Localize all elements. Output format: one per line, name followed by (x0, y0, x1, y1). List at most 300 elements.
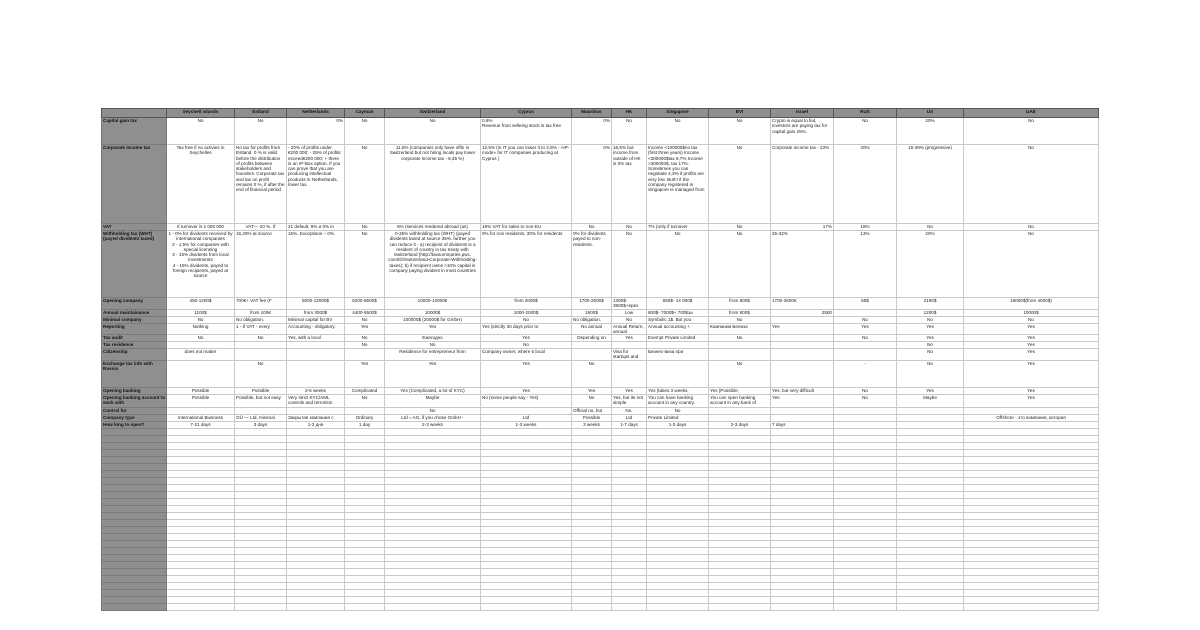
empty-cell[interactable] (385, 484, 481, 491)
empty-cell[interactable] (167, 547, 235, 554)
table-cell[interactable]: 1 - If VAT - every (235, 323, 287, 335)
empty-cell[interactable] (612, 596, 647, 603)
empty-cell[interactable] (612, 505, 647, 512)
table-cell[interactable]: 1000-2000$ (481, 309, 572, 316)
empty-row-label[interactable] (102, 589, 167, 596)
table-cell[interactable]: Possible (167, 394, 235, 407)
table-cell[interactable]: No (345, 335, 385, 342)
table-cell[interactable]: No (964, 316, 1099, 323)
empty-cell[interactable] (345, 470, 385, 477)
empty-cell[interactable] (167, 533, 235, 540)
empty-cell[interactable] (385, 540, 481, 547)
table-cell[interactable]: 25-32% (771, 231, 834, 298)
empty-cell[interactable] (897, 505, 964, 512)
table-cell[interactable]: 7 days (771, 421, 834, 428)
empty-cell[interactable] (345, 589, 385, 596)
empty-cell[interactable] (385, 526, 481, 533)
table-cell[interactable] (572, 349, 612, 361)
empty-cell[interactable] (481, 442, 572, 449)
empty-cell[interactable] (964, 435, 1099, 442)
table-cell[interactable]: 1 day (345, 421, 385, 428)
table-cell[interactable]: No (964, 145, 1099, 224)
empty-cell[interactable] (709, 603, 771, 610)
empty-cell[interactable] (897, 589, 964, 596)
empty-cell[interactable] (345, 435, 385, 442)
empty-cell[interactable] (167, 512, 235, 519)
table-cell[interactable]: No (964, 118, 1099, 145)
empty-cell[interactable] (897, 596, 964, 603)
empty-cell[interactable] (647, 533, 709, 540)
empty-cell[interactable] (235, 449, 287, 456)
empty-cell[interactable] (385, 505, 481, 512)
table-cell[interactable]: Yes (572, 387, 612, 394)
empty-cell[interactable] (385, 449, 481, 456)
table-cell[interactable]: from 2000$ (481, 298, 572, 310)
table-cell[interactable]: - 20% of profits under €200 000; - 25% of profits exceed€200 000; + there is an IP-Box option. If you can prove that you are producing intellectual products in Netherlands, lower tax. (287, 145, 345, 224)
empty-cell[interactable] (612, 526, 647, 533)
table-cell[interactable]: No (345, 145, 385, 224)
empty-cell[interactable] (897, 477, 964, 484)
empty-cell[interactable] (612, 603, 647, 610)
empty-cell[interactable] (771, 477, 834, 484)
empty-cell[interactable] (167, 596, 235, 603)
table-cell[interactable] (709, 414, 771, 421)
empty-cell[interactable] (709, 449, 771, 456)
empty-cell[interactable] (834, 477, 897, 484)
table-cell[interactable]: 11,5% (companies only have offin in Switzerland but not hiring locals pay lower corporate income tax - 8,45 %) (385, 145, 481, 224)
table-cell[interactable]: Yes (385, 360, 481, 387)
table-cell[interactable]: 19% VAT for sales to non-EU (481, 224, 572, 231)
empty-cell[interactable] (235, 463, 287, 470)
table-cell[interactable]: 8% (services rendered abroad (as) (385, 224, 481, 231)
empty-cell[interactable] (647, 603, 709, 610)
column-header[interactable]: UAE (964, 109, 1099, 118)
empty-cell[interactable] (572, 519, 612, 526)
table-cell[interactable] (167, 360, 235, 387)
empty-cell[interactable] (612, 554, 647, 561)
empty-cell[interactable] (287, 505, 345, 512)
empty-cell[interactable] (964, 596, 1099, 603)
table-cell[interactable]: 1-3 дня (287, 421, 345, 428)
table-cell[interactable]: 10000$ (964, 309, 1099, 316)
table-cell[interactable]: Nothing (167, 323, 235, 335)
empty-cell[interactable] (287, 477, 345, 484)
table-cell[interactable]: 10000-13000€ (385, 298, 481, 310)
table-cell[interactable]: 0% (572, 145, 612, 224)
table-cell[interactable]: Depending on (572, 335, 612, 342)
empty-cell[interactable] (345, 554, 385, 561)
empty-cell[interactable] (612, 540, 647, 547)
empty-cell[interactable] (481, 484, 572, 491)
table-cell[interactable]: 20% (897, 231, 964, 298)
empty-row-label[interactable] (102, 603, 167, 610)
empty-cell[interactable] (964, 470, 1099, 477)
table-cell[interactable]: Yes (Complicated, a lot of KYC) (385, 387, 481, 394)
empty-cell[interactable] (572, 533, 612, 540)
table-cell[interactable]: 1-3 weeks (481, 421, 572, 428)
table-cell[interactable] (287, 360, 345, 387)
empty-row-label[interactable] (102, 428, 167, 435)
empty-row-label[interactable] (102, 477, 167, 484)
empty-cell[interactable] (167, 491, 235, 498)
empty-cell[interactable] (834, 428, 897, 435)
empty-cell[interactable] (647, 561, 709, 568)
empty-cell[interactable] (771, 575, 834, 582)
empty-cell[interactable] (385, 512, 481, 519)
table-cell[interactable] (287, 342, 345, 349)
table-cell[interactable] (771, 407, 834, 414)
empty-cell[interactable] (235, 428, 287, 435)
table-cell[interactable]: 7% (only if turnover (647, 224, 709, 231)
empty-row-label[interactable] (102, 561, 167, 568)
table-cell[interactable] (572, 342, 612, 349)
empty-cell[interactable] (287, 582, 345, 589)
empty-cell[interactable] (771, 456, 834, 463)
table-cell[interactable]: 7-21 days (167, 421, 235, 428)
empty-cell[interactable] (897, 568, 964, 575)
table-cell[interactable]: 20% (897, 118, 964, 145)
table-cell[interactable]: Minimal capital for BV (287, 316, 345, 323)
empty-cell[interactable] (481, 575, 572, 582)
empty-cell[interactable] (771, 470, 834, 477)
table-cell[interactable]: No (481, 316, 572, 323)
empty-cell[interactable] (964, 547, 1099, 554)
empty-cell[interactable] (834, 540, 897, 547)
table-cell[interactable]: 0% (287, 118, 345, 145)
table-cell[interactable]: No (612, 224, 647, 231)
empty-cell[interactable] (481, 554, 572, 561)
table-cell[interactable]: Yes (771, 394, 834, 407)
table-cell[interactable] (287, 349, 345, 361)
empty-cell[interactable] (647, 456, 709, 463)
table-cell[interactable]: No (345, 342, 385, 349)
empty-cell[interactable] (964, 484, 1099, 491)
empty-cell[interactable] (964, 540, 1099, 547)
empty-cell[interactable] (771, 568, 834, 575)
empty-cell[interactable] (345, 596, 385, 603)
empty-cell[interactable] (834, 603, 897, 610)
empty-cell[interactable] (771, 533, 834, 540)
table-cell[interactable] (834, 421, 897, 428)
row-label[interactable]: Citizenship (102, 349, 167, 361)
table-cell[interactable]: 1600$ (572, 309, 612, 316)
empty-cell[interactable] (834, 568, 897, 575)
empty-cell[interactable] (572, 547, 612, 554)
empty-cell[interactable] (964, 533, 1099, 540)
table-cell[interactable]: Yes (964, 342, 1099, 349)
table-cell[interactable]: 0,6% Revenue from selleing stock is tax free (481, 118, 572, 145)
empty-cell[interactable] (964, 456, 1099, 463)
empty-cell[interactable] (647, 582, 709, 589)
empty-cell[interactable] (345, 603, 385, 610)
empty-row-label[interactable] (102, 568, 167, 575)
empty-cell[interactable] (771, 589, 834, 596)
table-cell[interactable]: Yes (771, 323, 834, 335)
empty-cell[interactable] (834, 449, 897, 456)
empty-cell[interactable] (964, 442, 1099, 449)
empty-cell[interactable] (897, 435, 964, 442)
table-cell[interactable]: 1700-3600€ (771, 298, 834, 310)
table-cell[interactable]: No (235, 118, 287, 145)
empty-cell[interactable] (897, 449, 964, 456)
table-cell[interactable]: Yes (345, 360, 385, 387)
table-cell[interactable]: No (167, 316, 235, 323)
empty-cell[interactable] (964, 498, 1099, 505)
empty-cell[interactable] (385, 428, 481, 435)
table-cell[interactable]: Visa for startups and (612, 349, 647, 361)
table-cell[interactable] (964, 421, 1099, 428)
table-cell[interactable]: Ежегодно (385, 335, 481, 342)
empty-cell[interactable] (167, 435, 235, 442)
empty-cell[interactable] (385, 491, 481, 498)
column-header[interactable]: Singapore (647, 109, 709, 118)
empty-cell[interactable] (647, 491, 709, 498)
empty-cell[interactable] (834, 533, 897, 540)
empty-cell[interactable] (612, 491, 647, 498)
empty-cell[interactable] (345, 540, 385, 547)
empty-row-label[interactable] (102, 554, 167, 561)
empty-cell[interactable] (167, 568, 235, 575)
table-cell[interactable]: Yes, with a local (287, 335, 345, 342)
empty-cell[interactable] (834, 435, 897, 442)
row-label[interactable]: Annual maintainance (102, 309, 167, 316)
empty-cell[interactable] (481, 561, 572, 568)
table-cell[interactable]: Crypto is equal to fiat, investors are paying tax for capital gain 25%. (771, 118, 834, 145)
empty-cell[interactable] (897, 512, 964, 519)
table-cell[interactable] (771, 342, 834, 349)
empty-cell[interactable] (287, 596, 345, 603)
table-cell[interactable]: 1100$ (167, 309, 235, 316)
empty-cell[interactable] (834, 512, 897, 519)
empty-cell[interactable] (481, 603, 572, 610)
empty-cell[interactable] (709, 498, 771, 505)
table-cell[interactable] (709, 349, 771, 361)
table-cell[interactable]: Low (612, 309, 647, 316)
empty-cell[interactable] (572, 540, 612, 547)
table-cell[interactable]: 6200-8500$ (345, 298, 385, 310)
table-cell[interactable]: No (some people say - Yes) (481, 394, 572, 407)
table-cell[interactable]: No (709, 145, 771, 224)
table-cell[interactable]: No (345, 394, 385, 407)
empty-cell[interactable] (572, 484, 612, 491)
empty-cell[interactable] (345, 582, 385, 589)
empty-cell[interactable] (612, 428, 647, 435)
table-cell[interactable]: You can open banking account in any bank of (709, 394, 771, 407)
empty-cell[interactable] (572, 526, 612, 533)
empty-cell[interactable] (235, 456, 287, 463)
table-cell[interactable]: No (834, 394, 897, 407)
column-header[interactable]: Estland (235, 109, 287, 118)
empty-cell[interactable] (167, 519, 235, 526)
table-cell[interactable]: Yes (612, 387, 647, 394)
table-cell[interactable]: No (572, 360, 612, 387)
empty-cell[interactable] (709, 533, 771, 540)
table-cell[interactable] (235, 342, 287, 349)
empty-cell[interactable] (287, 512, 345, 519)
empty-cell[interactable] (771, 540, 834, 547)
table-cell[interactable] (771, 335, 834, 342)
table-cell[interactable] (897, 421, 964, 428)
empty-row-label[interactable] (102, 498, 167, 505)
empty-cell[interactable] (481, 547, 572, 554)
table-cell[interactable]: No (345, 224, 385, 231)
empty-cell[interactable] (709, 428, 771, 435)
empty-cell[interactable] (709, 435, 771, 442)
empty-cell[interactable] (572, 603, 612, 610)
empty-cell[interactable] (964, 491, 1099, 498)
empty-cell[interactable] (385, 477, 481, 484)
table-cell[interactable]: 5000-12000$ (287, 298, 345, 310)
table-cell[interactable] (771, 316, 834, 323)
empty-cell[interactable] (612, 456, 647, 463)
table-cell[interactable]: No (612, 118, 647, 145)
empty-cell[interactable] (612, 547, 647, 554)
empty-cell[interactable] (964, 575, 1099, 582)
empty-cell[interactable] (235, 477, 287, 484)
empty-cell[interactable] (771, 561, 834, 568)
table-cell[interactable]: 0% for dividents payed to non-residents. (572, 231, 612, 298)
empty-cell[interactable] (771, 442, 834, 449)
empty-cell[interactable] (964, 512, 1099, 519)
table-cell[interactable]: No (572, 224, 612, 231)
table-cell[interactable]: 13% (834, 231, 897, 298)
empty-cell[interactable] (167, 505, 235, 512)
empty-cell[interactable] (235, 540, 287, 547)
empty-cell[interactable] (235, 442, 287, 449)
empty-cell[interactable] (235, 554, 287, 561)
empty-cell[interactable] (612, 470, 647, 477)
empty-cell[interactable] (167, 463, 235, 470)
table-cell[interactable]: 100000$ (20000$ for GmbH) (385, 316, 481, 323)
column-header[interactable]: Seychell islands (167, 109, 235, 118)
empty-cell[interactable] (235, 526, 287, 533)
empty-cell[interactable] (834, 561, 897, 568)
empty-cell[interactable] (647, 540, 709, 547)
empty-cell[interactable] (287, 470, 345, 477)
empty-cell[interactable] (647, 463, 709, 470)
empty-cell[interactable] (647, 442, 709, 449)
empty-cell[interactable] (572, 589, 612, 596)
empty-row-label[interactable] (102, 505, 167, 512)
table-cell[interactable]: 2190$ (897, 298, 964, 310)
table-cell[interactable]: Tax free if no activies in Seychelles (167, 145, 235, 224)
table-cell[interactable] (235, 349, 287, 361)
table-cell[interactable]: 4400-5500$ (345, 309, 385, 316)
table-cell[interactable]: No (647, 118, 709, 145)
empty-cell[interactable] (771, 596, 834, 603)
empty-cell[interactable] (709, 596, 771, 603)
empty-cell[interactable] (964, 582, 1099, 589)
empty-row-label[interactable] (102, 582, 167, 589)
row-label[interactable]: Exchange tax info with Russia (102, 360, 167, 387)
empty-cell[interactable] (167, 449, 235, 456)
empty-cell[interactable] (235, 512, 287, 519)
empty-cell[interactable] (612, 582, 647, 589)
empty-cell[interactable] (647, 477, 709, 484)
empty-cell[interactable] (385, 554, 481, 561)
table-cell[interactable]: Company owner, where 5 local (481, 349, 572, 361)
table-cell[interactable] (167, 342, 235, 349)
table-cell[interactable]: Offshore - это компания, которая (964, 414, 1099, 421)
empty-cell[interactable] (572, 596, 612, 603)
empty-cell[interactable] (572, 449, 612, 456)
empty-cell[interactable] (287, 554, 345, 561)
empty-cell[interactable] (834, 582, 897, 589)
empty-cell[interactable] (897, 533, 964, 540)
empty-cell[interactable] (834, 456, 897, 463)
table-cell[interactable]: Possible, but not easy (235, 394, 287, 407)
empty-cell[interactable] (709, 526, 771, 533)
empty-cell[interactable] (481, 505, 572, 512)
empty-cell[interactable] (964, 589, 1099, 596)
table-cell[interactable]: 0-35% withholding tax (WHT) (payed dividents taxed at source 35%. further you can reduce it - a) recipient of dividents is a resident of country in tax treaty with Switzerland (http://taxsummaries.pwc. com/ID/Switzerland-Corporate-Withholding-taxes); b) if recipient owns >10% capital in company paying divident in most countries (385, 231, 481, 298)
empty-row-label[interactable] (102, 526, 167, 533)
empty-cell[interactable] (167, 603, 235, 610)
table-cell[interactable]: from 800$ (709, 298, 771, 310)
empty-cell[interactable] (647, 589, 709, 596)
table-cell[interactable]: Private Limited (647, 414, 709, 421)
table-cell[interactable]: 0% for non residents, 30% for residents (481, 231, 572, 298)
table-cell[interactable]: 0% (572, 118, 612, 145)
table-cell[interactable]: Yes (964, 349, 1099, 361)
table-cell[interactable]: No (964, 231, 1099, 298)
empty-cell[interactable] (287, 547, 345, 554)
table-cell[interactable]: No (647, 231, 709, 298)
table-cell[interactable]: 2-3 weeks (385, 421, 481, 428)
empty-cell[interactable] (612, 463, 647, 470)
empty-cell[interactable] (481, 582, 572, 589)
empty-cell[interactable] (612, 568, 647, 575)
table-cell[interactable]: Annual accounting + (647, 323, 709, 335)
empty-cell[interactable] (771, 428, 834, 435)
table-cell[interactable]: Corporate income tax - 23% (771, 145, 834, 224)
empty-cell[interactable] (709, 470, 771, 477)
empty-cell[interactable] (897, 456, 964, 463)
empty-cell[interactable] (481, 498, 572, 505)
empty-cell[interactable] (287, 442, 345, 449)
empty-cell[interactable] (771, 435, 834, 442)
empty-cell[interactable] (167, 582, 235, 589)
empty-cell[interactable] (481, 540, 572, 547)
empty-cell[interactable] (647, 519, 709, 526)
table-cell[interactable]: 16,28% at source (235, 231, 287, 298)
empty-cell[interactable] (572, 498, 612, 505)
table-cell[interactable]: Yes (964, 394, 1099, 407)
empty-cell[interactable] (572, 428, 612, 435)
table-cell[interactable] (897, 414, 964, 421)
empty-cell[interactable] (345, 519, 385, 526)
empty-cell[interactable] (771, 491, 834, 498)
empty-cell[interactable] (647, 575, 709, 582)
table-cell[interactable]: Yes (964, 387, 1099, 394)
table-cell[interactable]: 16,5% but income from outside of HK is 0% tax (612, 145, 647, 224)
empty-cell[interactable] (235, 561, 287, 568)
empty-cell[interactable] (287, 561, 345, 568)
empty-cell[interactable] (709, 442, 771, 449)
table-cell[interactable]: Exempt Private Limited (647, 335, 709, 342)
table-cell[interactable]: Ordinary (345, 414, 385, 421)
row-label[interactable]: Control for (102, 407, 167, 414)
empty-cell[interactable] (385, 519, 481, 526)
empty-cell[interactable] (647, 449, 709, 456)
table-cell[interactable]: 3 weeks (572, 421, 612, 428)
table-cell[interactable] (897, 407, 964, 414)
empty-cell[interactable] (771, 512, 834, 519)
empty-cell[interactable] (345, 442, 385, 449)
empty-cell[interactable] (385, 470, 481, 477)
table-cell[interactable]: Yes (385, 323, 481, 335)
table-cell[interactable]: No (834, 118, 897, 145)
